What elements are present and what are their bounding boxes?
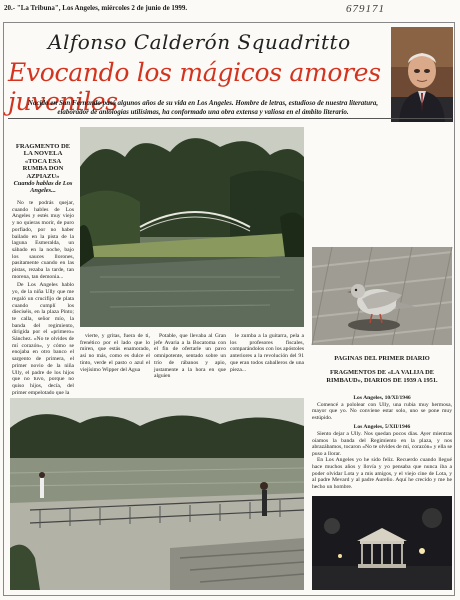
night-kiosk-photo xyxy=(312,496,452,590)
diary-entry-text: Siento dejar a Ully. Nos quedan pocos días. Ayer mientras oíamos la banda del Regimiento en la plaza, y nos abrazábamos, tocaron «No te olvides de mí, corazón» y ella se puso a llorar. xyxy=(312,430,452,457)
title-divider xyxy=(8,118,452,119)
diary-entry-date: Los Angeles, 5/XII/1946 xyxy=(353,424,411,431)
body-paragraph: vierte, y gritas, fuera de ti, frenético por el lado que lo miren, que estás enamorado, así no más, como es dulce el tinto, verde el pasto o azul el viejísimo Wipper del Agua xyxy=(80,333,150,373)
novel-fragment-subheading: Cuando hablas de Los Angeles... xyxy=(13,180,73,195)
diary-heading: PAGINAS DEL PRIMER DIARIO xyxy=(334,355,430,362)
body-paragraph: Potable, que llevaba al Gran jefe Avaria a la Bocatoma con el fin de ofertarle un pavo omnipotente, sentado sobre un trío de rábanos y apio, justamente a la hora en que alguien xyxy=(154,333,226,380)
handwritten-archive-number: 679171 xyxy=(346,3,385,15)
body-paragraph: No te podrás quejar, cuando hables de Los Angeles y estés muy viejo y no quieras morir, de puro porfiado, por no haber bailado en la pista de la laguna Esmeralda, un sábado en la noche, bajo los sauces llorones, pasitamente cuando en las pistas, rezaba la tarde, tan morena, tan demonia... xyxy=(12,200,74,280)
diary-heading-block xyxy=(312,355,452,385)
diary-entry-text: Comencé a pololear con Ully, una rubia muy hermosa, mayor que yo. No conviene estar solo, uno se pone muy estúpido. xyxy=(312,401,452,421)
park-lagoon-photo xyxy=(10,398,304,590)
body-column-3 xyxy=(154,333,226,393)
diary-entry-text: En Los Angeles yo he sido feliz. Recuerdo cuando llegué hace muchos años y llovía y yo pensaba que nunca iba a poder olvidar Lota y a mis amigos, y el viejo cine de Lota, y al padre Mevard y al padre Aurelio. Aquí he crecido y me he hecho un hombre. xyxy=(312,457,452,490)
pigeon-photo xyxy=(312,247,452,345)
body-column-1 xyxy=(12,200,74,410)
body-paragraph: De Los Angeles hablo yo, de la niña Ully que me regaló un crucifijo de plata cuando cumplí los dieciséis, en la plaza Pinto; te calla, señor mío, la banda del regimiento, dirigida por el «primero» Sánchez. «No te olvides de mí corazón», y cómo se enojaba en otro banco el sargento de primera, el primer novio de la niña Ully, el padre de los hijos que no tuvo, porque no quiso hijos, decía, del primer empelotado que la xyxy=(12,282,74,396)
headline: Evocando los mágicos amores juveniles xyxy=(8,58,381,116)
body-paragraph: le zumba a la guitarra, pela a los profesores fiscales, comparándolos con los apóstoles anteriores a la revolución del 91 que eran todos caballeros de una pieza... xyxy=(230,333,304,373)
author-name: Alfonso Calderón Squadritto xyxy=(48,30,351,54)
body-column-2 xyxy=(80,333,150,393)
article-lede: Nacido en San Fernando pasó algunos años de su vida en Los Angeles. Hombre de letras, estudioso de nuestra literatura, elaborador de antologías utilísimas, ha conformado una obra extensa y valiosa en el ámbito literario. xyxy=(27,99,379,116)
novel-fragment-heading: FRAGMENTO DE LA NOVELA «TOCA ESA RUMBA DON AZPIAZU» xyxy=(15,143,71,180)
body-column-4 xyxy=(230,333,304,393)
author-portrait-photo xyxy=(391,27,453,122)
lagoon-bridge-photo xyxy=(80,127,304,327)
diary-entry-date: Los Angeles, 10/XI/1946 xyxy=(353,395,411,401)
diary-subheading: FRAGMENTOS DE «LA VALIJA DE RIMBAUD», DIARIOS DE 1939 A 1951. xyxy=(326,369,438,384)
diary-entries xyxy=(312,392,452,490)
page-header: 20.- "La Tribuna", Los Angeles, miércoles 2 de junio de 1999. xyxy=(4,4,188,12)
